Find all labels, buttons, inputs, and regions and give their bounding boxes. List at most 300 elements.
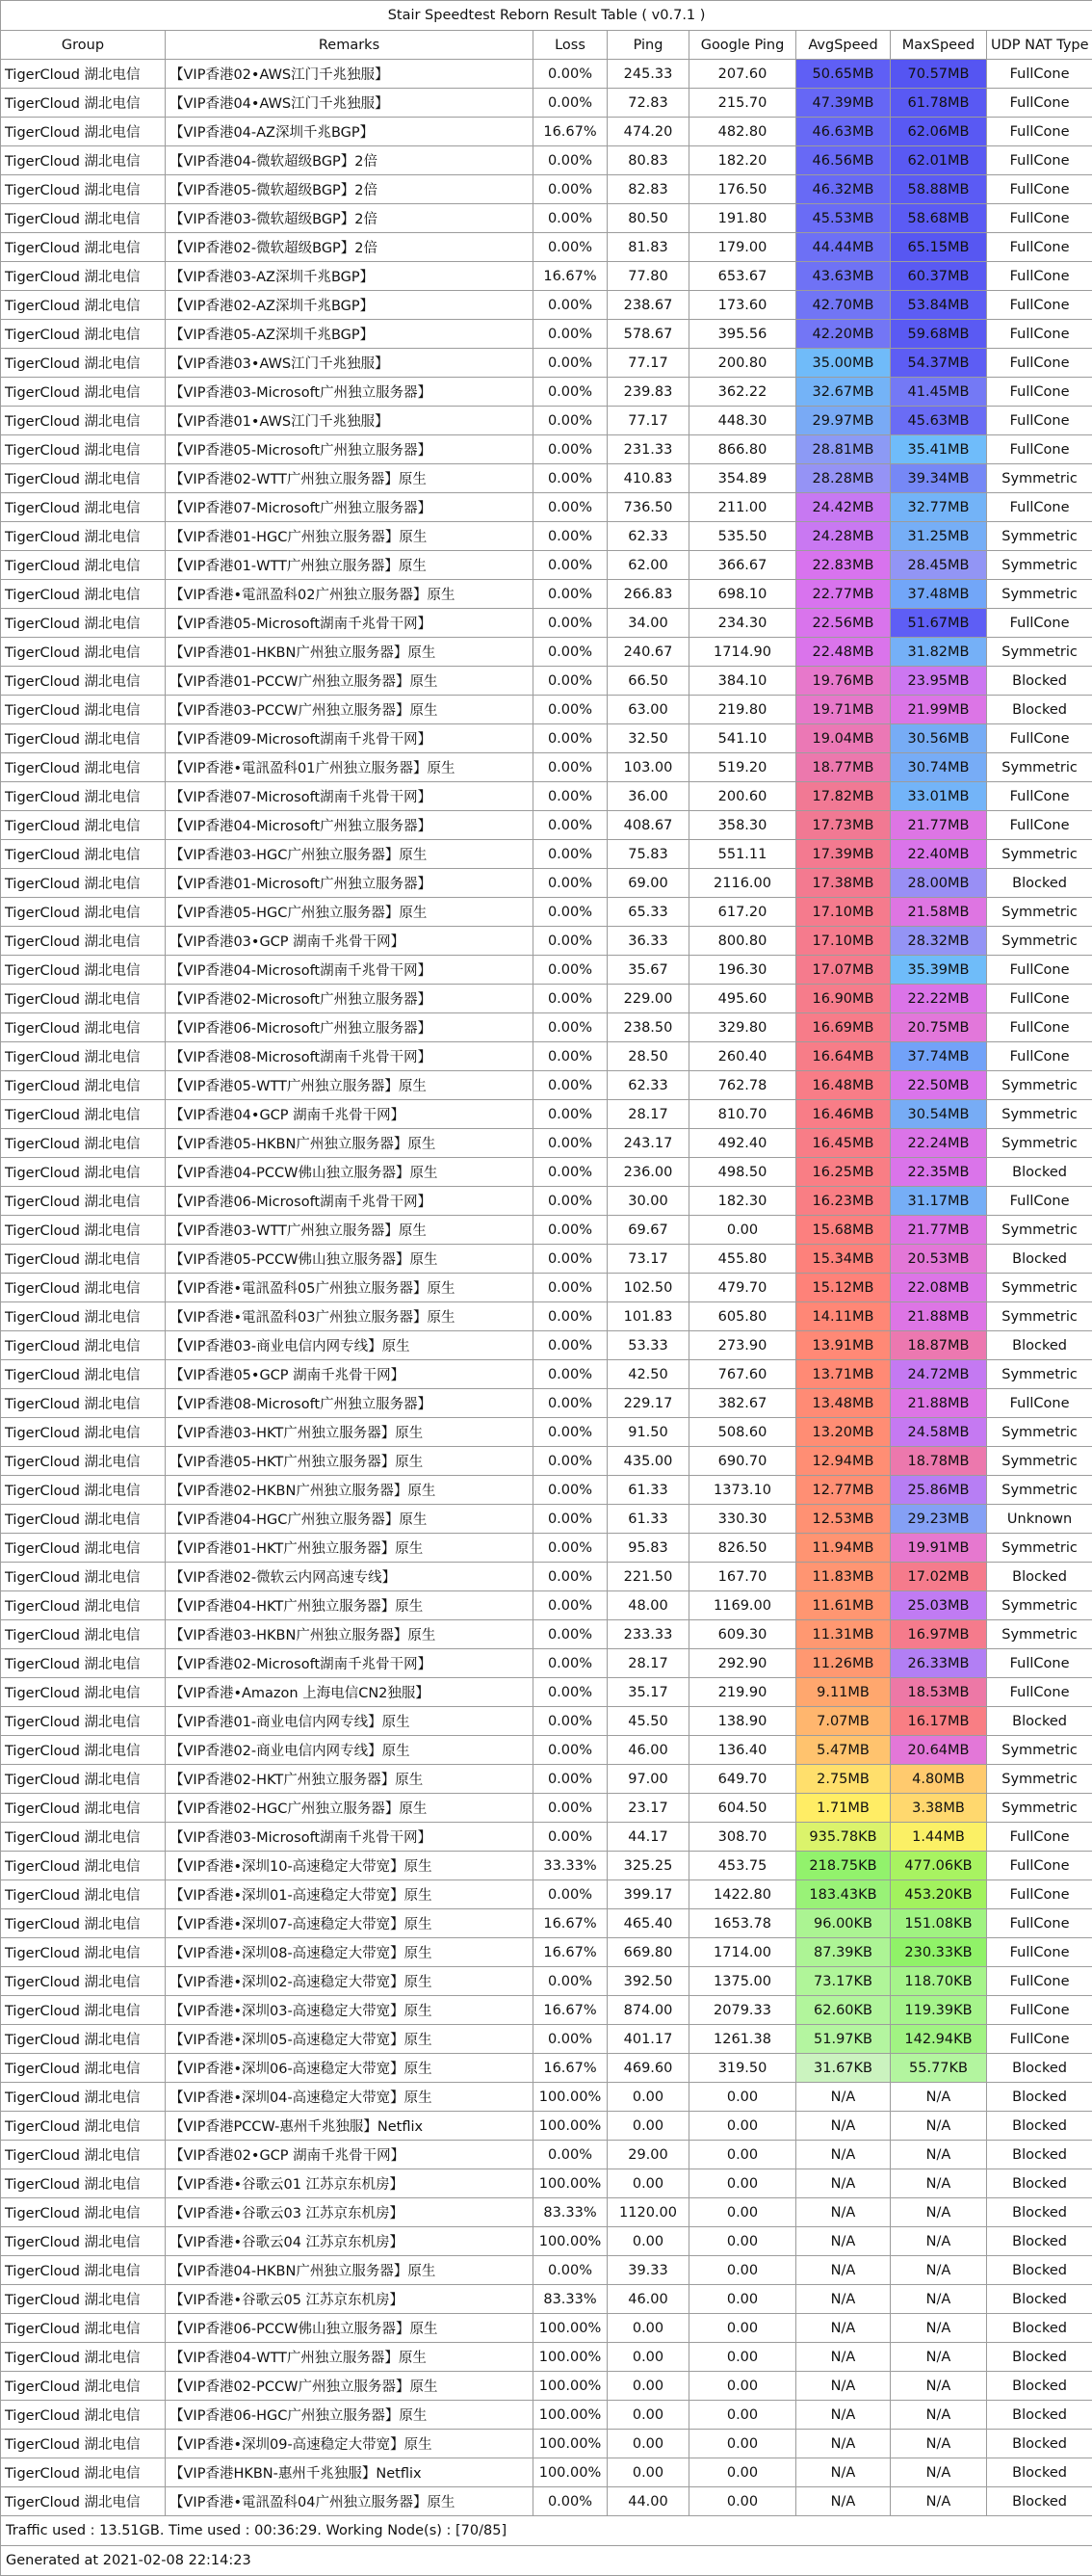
table-row bbox=[1, 869, 1092, 898]
max-speed-cell: 31.17MB bbox=[891, 1187, 987, 1216]
table-row bbox=[1, 1418, 1092, 1447]
table-row bbox=[1, 1331, 1092, 1360]
group-cell: TigerCloud 湖北电信 bbox=[1, 1736, 166, 1765]
udp-nat-type-cell: Blocked bbox=[987, 2458, 1092, 2487]
generated-timestamp: Generated at 2021-02-08 22:14:23 bbox=[1, 2546, 1092, 2576]
loss-cell: 0.00% bbox=[533, 60, 608, 89]
table-row bbox=[1, 898, 1092, 927]
avg-speed-cell: N/A bbox=[796, 2256, 891, 2285]
udp-nat-type-cell: Symmetric bbox=[987, 522, 1092, 551]
group-cell: TigerCloud 湖北电信 bbox=[1, 291, 166, 320]
avg-speed-cell: N/A bbox=[796, 2285, 891, 2314]
google-ping-cell: 0.00 bbox=[689, 2343, 796, 2372]
avg-speed-cell: 42.20MB bbox=[796, 320, 891, 349]
remarks-cell: 【VIP香港•深圳01-高速稳定大带宽】原生 bbox=[166, 1880, 533, 1909]
table-row bbox=[1, 2256, 1092, 2285]
avg-speed-cell: 22.56MB bbox=[796, 609, 891, 638]
ping-cell: 77.17 bbox=[608, 349, 689, 378]
ping-cell: 229.17 bbox=[608, 1389, 689, 1418]
max-speed-cell: 32.77MB bbox=[891, 493, 987, 522]
remarks-cell: 【VIP香港06-Microsoft湖南千兆骨干网】 bbox=[166, 1187, 533, 1216]
loss-cell: 0.00% bbox=[533, 435, 608, 464]
google-ping-cell: 366.67 bbox=[689, 551, 796, 580]
avg-speed-cell: 29.97MB bbox=[796, 407, 891, 435]
avg-speed-cell: 7.07MB bbox=[796, 1707, 891, 1736]
udp-nat-type-cell: FullCone bbox=[987, 407, 1092, 435]
ping-cell: 65.33 bbox=[608, 898, 689, 927]
ping-cell: 66.50 bbox=[608, 667, 689, 696]
ping-cell: 28.50 bbox=[608, 1042, 689, 1071]
max-speed-cell: 65.15MB bbox=[891, 233, 987, 262]
max-speed-cell: 54.37MB bbox=[891, 349, 987, 378]
table-row bbox=[1, 89, 1092, 118]
google-ping-cell: 482.80 bbox=[689, 118, 796, 146]
table-row bbox=[1, 1476, 1092, 1505]
remarks-cell: 【VIP香港02-微软云内网高速专线】 bbox=[166, 1563, 533, 1591]
avg-speed-cell: 46.56MB bbox=[796, 146, 891, 175]
max-speed-cell: N/A bbox=[891, 2314, 987, 2343]
group-cell: TigerCloud 湖北电信 bbox=[1, 840, 166, 869]
avg-speed-cell: 19.71MB bbox=[796, 696, 891, 724]
remarks-cell: 【VIP香港•深圳03-高速稳定大带宽】原生 bbox=[166, 1996, 533, 2025]
avg-speed-cell: 24.42MB bbox=[796, 493, 891, 522]
max-speed-cell: 31.82MB bbox=[891, 638, 987, 667]
group-cell: TigerCloud 湖北电信 bbox=[1, 146, 166, 175]
max-speed-cell: 21.88MB bbox=[891, 1389, 987, 1418]
google-ping-cell: 479.70 bbox=[689, 1274, 796, 1302]
table-row bbox=[1, 1765, 1092, 1794]
max-speed-cell: 61.78MB bbox=[891, 89, 987, 118]
loss-cell: 0.00% bbox=[533, 378, 608, 407]
udp-nat-type-cell: Blocked bbox=[987, 2169, 1092, 2198]
udp-nat-type-cell: Blocked bbox=[987, 2343, 1092, 2372]
group-cell: TigerCloud 湖北电信 bbox=[1, 1071, 166, 1100]
max-speed-cell: 51.67MB bbox=[891, 609, 987, 638]
ping-cell: 75.83 bbox=[608, 840, 689, 869]
google-ping-cell: 0.00 bbox=[689, 2458, 796, 2487]
avg-speed-cell: 35.00MB bbox=[796, 349, 891, 378]
google-ping-cell: 362.22 bbox=[689, 378, 796, 407]
max-speed-cell: 37.48MB bbox=[891, 580, 987, 609]
udp-nat-type-cell: Symmetric bbox=[987, 1100, 1092, 1129]
ping-cell: 229.00 bbox=[608, 985, 689, 1013]
group-cell: TigerCloud 湖北电信 bbox=[1, 2458, 166, 2487]
remarks-cell: 【VIP香港•深圳04-高速稳定大带宽】原生 bbox=[166, 2083, 533, 2112]
udp-nat-type-cell: Symmetric bbox=[987, 753, 1092, 782]
max-speed-cell: 230.33KB bbox=[891, 1938, 987, 1967]
loss-cell: 100.00% bbox=[533, 2314, 608, 2343]
group-cell: TigerCloud 湖北电信 bbox=[1, 407, 166, 435]
ping-cell: 240.67 bbox=[608, 638, 689, 667]
remarks-cell: 【VIP香港•谷歌云04 江苏京东机房】 bbox=[166, 2227, 533, 2256]
avg-speed-cell: 17.38MB bbox=[796, 869, 891, 898]
google-ping-cell: 182.20 bbox=[689, 146, 796, 175]
ping-cell: 245.33 bbox=[608, 60, 689, 89]
google-ping-cell: 495.60 bbox=[689, 985, 796, 1013]
avg-speed-cell: 22.77MB bbox=[796, 580, 891, 609]
remarks-cell: 【VIP香港03-Microsoft广州独立服务器】 bbox=[166, 378, 533, 407]
table-row bbox=[1, 2458, 1092, 2487]
remarks-cell: 【VIP香港04-AZ深圳千兆BGP】 bbox=[166, 118, 533, 146]
ping-cell: 410.83 bbox=[608, 464, 689, 493]
avg-speed-cell: 11.83MB bbox=[796, 1563, 891, 1591]
remarks-cell: 【VIP香港•深圳10-高速稳定大带宽】原生 bbox=[166, 1852, 533, 1880]
google-ping-cell: 0.00 bbox=[689, 2169, 796, 2198]
google-ping-cell: 1375.00 bbox=[689, 1967, 796, 1996]
traffic-summary: Traffic used : 13.51GB. Time used : 00:36:29. Working Node(s) : [70/85] bbox=[1, 2516, 1092, 2546]
header-ping: Ping bbox=[608, 31, 689, 60]
avg-speed-cell: N/A bbox=[796, 2169, 891, 2198]
remarks-cell: 【VIP香港05-HKT广州独立服务器】原生 bbox=[166, 1447, 533, 1476]
udp-nat-type-cell: FullCone bbox=[987, 233, 1092, 262]
udp-nat-type-cell: Blocked bbox=[987, 2401, 1092, 2430]
group-cell: TigerCloud 湖北电信 bbox=[1, 2227, 166, 2256]
max-speed-cell: N/A bbox=[891, 2343, 987, 2372]
max-speed-cell: 21.99MB bbox=[891, 696, 987, 724]
google-ping-cell: 1653.78 bbox=[689, 1909, 796, 1938]
ping-cell: 0.00 bbox=[608, 2372, 689, 2401]
header-max-speed: MaxSpeed bbox=[891, 31, 987, 60]
udp-nat-type-cell: Symmetric bbox=[987, 1736, 1092, 1765]
google-ping-cell: 0.00 bbox=[689, 2430, 796, 2458]
loss-cell: 0.00% bbox=[533, 2256, 608, 2285]
table-row bbox=[1, 378, 1092, 407]
group-cell: TigerCloud 湖北电信 bbox=[1, 2487, 166, 2516]
group-cell: TigerCloud 湖北电信 bbox=[1, 638, 166, 667]
group-cell: TigerCloud 湖北电信 bbox=[1, 1389, 166, 1418]
ping-cell: 82.83 bbox=[608, 175, 689, 204]
udp-nat-type-cell: FullCone bbox=[987, 1823, 1092, 1852]
avg-speed-cell: 28.81MB bbox=[796, 435, 891, 464]
table-row bbox=[1, 580, 1092, 609]
loss-cell: 0.00% bbox=[533, 840, 608, 869]
remarks-cell: 【VIP香港05-Microsoft湖南千兆骨干网】 bbox=[166, 609, 533, 638]
ping-cell: 53.33 bbox=[608, 1331, 689, 1360]
google-ping-cell: 690.70 bbox=[689, 1447, 796, 1476]
remarks-cell: 【VIP香港04-WTT广州独立服务器】原生 bbox=[166, 2343, 533, 2372]
google-ping-cell: 219.90 bbox=[689, 1678, 796, 1707]
remarks-cell: 【VIP香港02-PCCW广州独立服务器】原生 bbox=[166, 2372, 533, 2401]
udp-nat-type-cell: Symmetric bbox=[987, 1216, 1092, 1245]
remarks-cell: 【VIP香港04-HGC广州独立服务器】原生 bbox=[166, 1505, 533, 1534]
max-speed-cell: 22.50MB bbox=[891, 1071, 987, 1100]
google-ping-cell: 191.80 bbox=[689, 204, 796, 233]
max-speed-cell: 30.56MB bbox=[891, 724, 987, 753]
udp-nat-type-cell: Blocked bbox=[987, 2227, 1092, 2256]
max-speed-cell: 28.32MB bbox=[891, 927, 987, 956]
group-cell: TigerCloud 湖北电信 bbox=[1, 724, 166, 753]
avg-speed-cell: 51.97KB bbox=[796, 2025, 891, 2054]
table-row bbox=[1, 1649, 1092, 1678]
ping-cell: 48.00 bbox=[608, 1591, 689, 1620]
group-cell: TigerCloud 湖北电信 bbox=[1, 493, 166, 522]
table-row bbox=[1, 118, 1092, 146]
avg-speed-cell: 42.70MB bbox=[796, 291, 891, 320]
max-speed-cell: 31.25MB bbox=[891, 522, 987, 551]
udp-nat-type-cell: Symmetric bbox=[987, 1765, 1092, 1794]
udp-nat-type-cell: FullCone bbox=[987, 1996, 1092, 2025]
loss-cell: 0.00% bbox=[533, 1302, 608, 1331]
udp-nat-type-cell: FullCone bbox=[987, 956, 1092, 985]
avg-speed-cell: N/A bbox=[796, 2083, 891, 2112]
udp-nat-type-cell: Symmetric bbox=[987, 1274, 1092, 1302]
avg-speed-cell: N/A bbox=[796, 2227, 891, 2256]
header-row bbox=[1, 31, 1092, 60]
max-speed-cell: 20.64MB bbox=[891, 1736, 987, 1765]
udp-nat-type-cell: Blocked bbox=[987, 696, 1092, 724]
max-speed-cell: 3.38MB bbox=[891, 1794, 987, 1823]
loss-cell: 0.00% bbox=[533, 407, 608, 435]
ping-cell: 72.83 bbox=[608, 89, 689, 118]
table-row bbox=[1, 840, 1092, 869]
remarks-cell: 【VIP香港08-Microsoft广州独立服务器】 bbox=[166, 1389, 533, 1418]
remarks-cell: 【VIP香港01-WTT广州独立服务器】原生 bbox=[166, 551, 533, 580]
ping-cell: 233.33 bbox=[608, 1620, 689, 1649]
avg-speed-cell: 31.67KB bbox=[796, 2054, 891, 2083]
google-ping-cell: 167.70 bbox=[689, 1563, 796, 1591]
group-cell: TigerCloud 湖北电信 bbox=[1, 2285, 166, 2314]
ping-cell: 28.17 bbox=[608, 1100, 689, 1129]
table-row bbox=[1, 2372, 1092, 2401]
avg-speed-cell: 16.25MB bbox=[796, 1158, 891, 1187]
avg-speed-cell: 13.71MB bbox=[796, 1360, 891, 1389]
remarks-cell: 【VIP香港04-Microsoft广州独立服务器】 bbox=[166, 811, 533, 840]
table-row bbox=[1, 1880, 1092, 1909]
remarks-cell: 【VIP香港03•GCP 湖南千兆骨干网】 bbox=[166, 927, 533, 956]
table-row bbox=[1, 1938, 1092, 1967]
udp-nat-type-cell: Blocked bbox=[987, 2487, 1092, 2516]
google-ping-cell: 384.10 bbox=[689, 667, 796, 696]
header-udp-nat-type: UDP NAT Type bbox=[987, 31, 1092, 60]
ping-cell: 62.33 bbox=[608, 1071, 689, 1100]
ping-cell: 44.17 bbox=[608, 1823, 689, 1852]
remarks-cell: 【VIP香港03-HKT广州独立服务器】原生 bbox=[166, 1418, 533, 1447]
group-cell: TigerCloud 湖北电信 bbox=[1, 985, 166, 1013]
udp-nat-type-cell: Blocked bbox=[987, 667, 1092, 696]
loss-cell: 0.00% bbox=[533, 1158, 608, 1187]
ping-cell: 0.00 bbox=[608, 2227, 689, 2256]
group-cell: TigerCloud 湖北电信 bbox=[1, 1100, 166, 1129]
avg-speed-cell: 11.26MB bbox=[796, 1649, 891, 1678]
max-speed-cell: 62.06MB bbox=[891, 118, 987, 146]
ping-cell: 669.80 bbox=[608, 1938, 689, 1967]
ping-cell: 36.33 bbox=[608, 927, 689, 956]
remarks-cell: 【VIP香港08-Microsoft湖南千兆骨干网】 bbox=[166, 1042, 533, 1071]
udp-nat-type-cell: Symmetric bbox=[987, 1447, 1092, 1476]
avg-speed-cell: 935.78KB bbox=[796, 1823, 891, 1852]
group-cell: TigerCloud 湖北电信 bbox=[1, 1563, 166, 1591]
google-ping-cell: 0.00 bbox=[689, 2198, 796, 2227]
group-cell: TigerCloud 湖北电信 bbox=[1, 1302, 166, 1331]
udp-nat-type-cell: FullCone bbox=[987, 1042, 1092, 1071]
udp-nat-type-cell: Symmetric bbox=[987, 464, 1092, 493]
table-row bbox=[1, 956, 1092, 985]
udp-nat-type-cell: Symmetric bbox=[987, 1794, 1092, 1823]
remarks-cell: 【VIP香港•電訊盈科04广州独立服务器】原生 bbox=[166, 2487, 533, 2516]
avg-speed-cell: 17.10MB bbox=[796, 927, 891, 956]
max-speed-cell: 28.00MB bbox=[891, 869, 987, 898]
google-ping-cell: 0.00 bbox=[689, 2112, 796, 2141]
avg-speed-cell: 17.82MB bbox=[796, 782, 891, 811]
avg-speed-cell: N/A bbox=[796, 2314, 891, 2343]
group-cell: TigerCloud 湖北电信 bbox=[1, 2256, 166, 2285]
udp-nat-type-cell: Symmetric bbox=[987, 1071, 1092, 1100]
google-ping-cell: 200.60 bbox=[689, 782, 796, 811]
loss-cell: 0.00% bbox=[533, 1447, 608, 1476]
udp-nat-type-cell: Symmetric bbox=[987, 898, 1092, 927]
table-row bbox=[1, 204, 1092, 233]
google-ping-cell: 182.30 bbox=[689, 1187, 796, 1216]
table-row bbox=[1, 1013, 1092, 1042]
google-ping-cell: 0.00 bbox=[689, 2314, 796, 2343]
table-row bbox=[1, 1534, 1092, 1563]
remarks-cell: 【VIP香港01-HKT广州独立服务器】原生 bbox=[166, 1534, 533, 1563]
group-cell: TigerCloud 湖北电信 bbox=[1, 869, 166, 898]
ping-cell: 103.00 bbox=[608, 753, 689, 782]
max-speed-cell: N/A bbox=[891, 2430, 987, 2458]
ping-cell: 36.00 bbox=[608, 782, 689, 811]
max-speed-cell: 19.91MB bbox=[891, 1534, 987, 1563]
table-row bbox=[1, 1736, 1092, 1765]
group-cell: TigerCloud 湖北电信 bbox=[1, 60, 166, 89]
max-speed-cell: 30.54MB bbox=[891, 1100, 987, 1129]
loss-cell: 16.67% bbox=[533, 1996, 608, 2025]
max-speed-cell: 1.44MB bbox=[891, 1823, 987, 1852]
avg-speed-cell: 13.48MB bbox=[796, 1389, 891, 1418]
group-cell: TigerCloud 湖北电信 bbox=[1, 175, 166, 204]
udp-nat-type-cell: Blocked bbox=[987, 2083, 1092, 2112]
group-cell: TigerCloud 湖北电信 bbox=[1, 349, 166, 378]
udp-nat-type-cell: FullCone bbox=[987, 320, 1092, 349]
remarks-cell: 【VIP香港•深圳06-高速稳定大带宽】原生 bbox=[166, 2054, 533, 2083]
ping-cell: 236.00 bbox=[608, 1158, 689, 1187]
avg-speed-cell: 50.65MB bbox=[796, 60, 891, 89]
loss-cell: 0.00% bbox=[533, 898, 608, 927]
group-cell: TigerCloud 湖北电信 bbox=[1, 753, 166, 782]
max-speed-cell: 477.06KB bbox=[891, 1852, 987, 1880]
loss-cell: 100.00% bbox=[533, 2083, 608, 2112]
loss-cell: 100.00% bbox=[533, 2112, 608, 2141]
group-cell: TigerCloud 湖北电信 bbox=[1, 1274, 166, 1302]
remarks-cell: 【VIP香港04-PCCW佛山独立服务器】原生 bbox=[166, 1158, 533, 1187]
group-cell: TigerCloud 湖北电信 bbox=[1, 1245, 166, 1274]
ping-cell: 23.17 bbox=[608, 1794, 689, 1823]
table-row bbox=[1, 782, 1092, 811]
loss-cell: 0.00% bbox=[533, 146, 608, 175]
google-ping-cell: 0.00 bbox=[689, 1216, 796, 1245]
table-row bbox=[1, 2314, 1092, 2343]
group-cell: TigerCloud 湖北电信 bbox=[1, 1707, 166, 1736]
google-ping-cell: 382.67 bbox=[689, 1389, 796, 1418]
loss-cell: 0.00% bbox=[533, 869, 608, 898]
loss-cell: 16.67% bbox=[533, 118, 608, 146]
avg-speed-cell: 22.48MB bbox=[796, 638, 891, 667]
group-cell: TigerCloud 湖北电信 bbox=[1, 1418, 166, 1447]
google-ping-cell: 767.60 bbox=[689, 1360, 796, 1389]
ping-cell: 221.50 bbox=[608, 1563, 689, 1591]
loss-cell: 16.67% bbox=[533, 2054, 608, 2083]
remarks-cell: 【VIP香港01-HGC广州独立服务器】原生 bbox=[166, 522, 533, 551]
ping-cell: 80.50 bbox=[608, 204, 689, 233]
max-speed-cell: 17.02MB bbox=[891, 1563, 987, 1591]
avg-speed-cell: 2.75MB bbox=[796, 1765, 891, 1794]
udp-nat-type-cell: Symmetric bbox=[987, 638, 1092, 667]
table-row bbox=[1, 1505, 1092, 1534]
ping-cell: 0.00 bbox=[608, 2083, 689, 2112]
google-ping-cell: 273.90 bbox=[689, 1331, 796, 1360]
group-cell: TigerCloud 湖北电信 bbox=[1, 1158, 166, 1187]
table-row bbox=[1, 1591, 1092, 1620]
table-row bbox=[1, 1909, 1092, 1938]
max-speed-cell: 18.53MB bbox=[891, 1678, 987, 1707]
avg-speed-cell: N/A bbox=[796, 2198, 891, 2227]
group-cell: TigerCloud 湖北电信 bbox=[1, 2343, 166, 2372]
remarks-cell: 【VIP香港03-WTT广州独立服务器】原生 bbox=[166, 1216, 533, 1245]
remarks-cell: 【VIP香港01•AWS江门千兆独服】 bbox=[166, 407, 533, 435]
google-ping-cell: 448.30 bbox=[689, 407, 796, 435]
max-speed-cell: 22.35MB bbox=[891, 1158, 987, 1187]
max-speed-cell: N/A bbox=[891, 2083, 987, 2112]
avg-speed-cell: 15.34MB bbox=[796, 1245, 891, 1274]
group-cell: TigerCloud 湖北电信 bbox=[1, 435, 166, 464]
google-ping-cell: 0.00 bbox=[689, 2401, 796, 2430]
group-cell: TigerCloud 湖北电信 bbox=[1, 1216, 166, 1245]
remarks-cell: 【VIP香港02•AWS江门千兆独服】 bbox=[166, 60, 533, 89]
remarks-cell: 【VIP香港•谷歌云03 江苏京东机房】 bbox=[166, 2198, 533, 2227]
loss-cell: 100.00% bbox=[533, 2458, 608, 2487]
max-speed-cell: 70.57MB bbox=[891, 60, 987, 89]
remarks-cell: 【VIP香港06-HGC广州独立服务器】原生 bbox=[166, 2401, 533, 2430]
loss-cell: 100.00% bbox=[533, 2430, 608, 2458]
table-row bbox=[1, 2054, 1092, 2083]
table-row bbox=[1, 1823, 1092, 1852]
udp-nat-type-cell: Blocked bbox=[987, 1707, 1092, 1736]
footer-row bbox=[1, 2546, 1092, 2576]
udp-nat-type-cell: FullCone bbox=[987, 1880, 1092, 1909]
google-ping-cell: 176.50 bbox=[689, 175, 796, 204]
google-ping-cell: 1714.00 bbox=[689, 1938, 796, 1967]
ping-cell: 77.80 bbox=[608, 262, 689, 291]
group-cell: TigerCloud 湖北电信 bbox=[1, 1794, 166, 1823]
group-cell: TigerCloud 湖北电信 bbox=[1, 89, 166, 118]
loss-cell: 0.00% bbox=[533, 204, 608, 233]
table-row bbox=[1, 2198, 1092, 2227]
google-ping-cell: 329.80 bbox=[689, 1013, 796, 1042]
ping-cell: 325.25 bbox=[608, 1852, 689, 1880]
google-ping-cell: 541.10 bbox=[689, 724, 796, 753]
udp-nat-type-cell: Symmetric bbox=[987, 1302, 1092, 1331]
remarks-cell: 【VIP香港•電訊盈科02广州独立服务器】原生 bbox=[166, 580, 533, 609]
table-row bbox=[1, 320, 1092, 349]
avg-speed-cell: 16.69MB bbox=[796, 1013, 891, 1042]
group-cell: TigerCloud 湖北电信 bbox=[1, 1996, 166, 2025]
remarks-cell: 【VIP香港04•AWS江门千兆独服】 bbox=[166, 89, 533, 118]
udp-nat-type-cell: FullCone bbox=[987, 146, 1092, 175]
google-ping-cell: 605.80 bbox=[689, 1302, 796, 1331]
udp-nat-type-cell: FullCone bbox=[987, 2025, 1092, 2054]
ping-cell: 0.00 bbox=[608, 2401, 689, 2430]
google-ping-cell: 173.60 bbox=[689, 291, 796, 320]
ping-cell: 73.17 bbox=[608, 1245, 689, 1274]
google-ping-cell: 762.78 bbox=[689, 1071, 796, 1100]
avg-speed-cell: 11.94MB bbox=[796, 1534, 891, 1563]
max-speed-cell: 23.95MB bbox=[891, 667, 987, 696]
group-cell: TigerCloud 湖北电信 bbox=[1, 118, 166, 146]
table-row bbox=[1, 464, 1092, 493]
table-row bbox=[1, 2169, 1092, 2198]
udp-nat-type-cell: FullCone bbox=[987, 262, 1092, 291]
avg-speed-cell: 9.11MB bbox=[796, 1678, 891, 1707]
